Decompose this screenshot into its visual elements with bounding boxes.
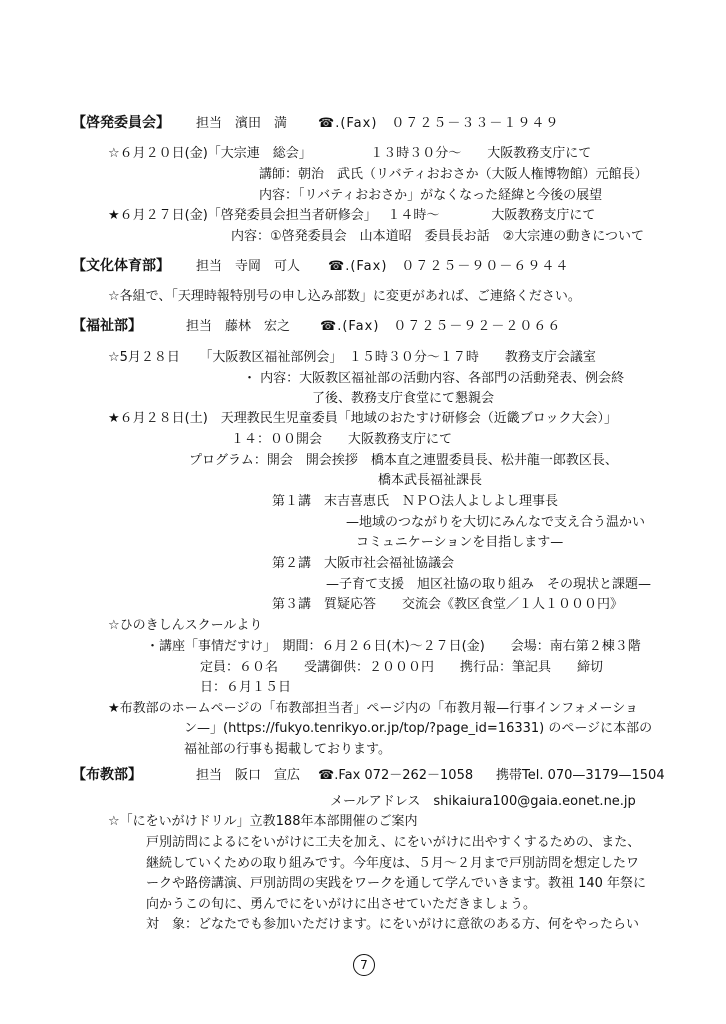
fukyo-line: 対 象：どなたでも参加いただけます。にをいがけに意欲のある方、何をやったらい: [146, 917, 639, 932]
fukushi-line: ・講座「事情だすけ」 期間：６月２６日(木)～２７日(金) 会場：南右第２棟３階: [146, 639, 641, 654]
fukushi-line: 日：６月１５日: [200, 680, 292, 695]
fukushi-line: ★６月２８日(土) 天理教民生児童委員「地域のおたすけ研修会（近畿ブロック大会）」: [108, 411, 618, 426]
fukyo-line: ☆「にをいがけドリル」立教188年本部開催のご案内: [108, 814, 418, 829]
keihatsu-line: ★６月２７日(金)「啓発委員会担当者研修会」 １４時～ 大阪教務支庁にて: [108, 208, 596, 223]
fukushi-line: ン—」(https://fukyo.tenrikyo.or.jp/top/?page_id=16331) のページに本部の: [184, 721, 653, 736]
bunka-line: ☆各組で、「天理時報特別号の申し込み部数」に変更があれば、ご連絡ください。: [108, 289, 581, 304]
fukyo-line: ークや路傍講演、戸別訪問の実践をワークを通して学んでいきます。教祖 140 年祭に: [146, 876, 647, 891]
fukushi-line: ★布教部のホームページの「布教部担当者」ページ内の「布教月報—行事インフォメーショ: [108, 701, 638, 716]
page-number: 7: [353, 954, 375, 976]
fukushi-line: —子育て支援 旭区社協の取り組み その現状と課題—: [326, 577, 652, 592]
fukushi-person: 担当 藤林 宏之: [186, 319, 291, 334]
fukyo-email: メールアドレス shikaiura100@gaia.eonet.ne.jp: [330, 794, 636, 809]
fukushi-line: 第２講 大阪市社会福祉協議会: [272, 556, 455, 571]
fukyo-line: 戸別訪問によるにをいがけに工夫を加え、にをいがけに出やすくするための、また、: [146, 835, 641, 850]
keihatsu-line: ☆６月２０日(金)「大宗連 総会」 １３時３０分～ 大阪教務支庁にて: [108, 146, 592, 161]
keihatsu-person: 担当 濱田 満: [196, 116, 288, 131]
keihatsu-line: 内容：①啓発委員会 山本道昭 委員長お話 ②大宗連の動きについて: [231, 229, 645, 244]
fukushi-phone: ☎.(Fax) ０７２５－９２－２０６６: [320, 319, 562, 334]
fukyo-phone: ☎.Fax 072－262－1058: [318, 768, 474, 783]
fukushi-line: 了後、教務支庁食堂にて懇親会: [312, 391, 495, 406]
fukushi-line: ☆ひのきしんスクールより: [108, 618, 263, 633]
keihatsu-phone: ☎.(Fax) ０７２５－３３－１９４９: [318, 116, 560, 131]
fukyo-person: 担当 阪口 宣広: [196, 768, 301, 783]
fukushi-line: ☆5月２８日 「大阪教区福祉部例会」 １５時３０分～１７時 教務支庁会議室: [108, 350, 596, 365]
fukushi-line: —地域のつながりを大切にみんなで支え合う温かい: [346, 515, 646, 530]
bunka-heading: 【文化体育部】: [72, 258, 170, 274]
keihatsu-line: 講師：朝治 武氏（リバティおおさか（大阪人権博物館）元館長）: [259, 167, 648, 182]
fukushi-line: 福祉部の行事も掲載しております。: [184, 742, 391, 757]
fukyo-mobile: 携帯Tel. 070—3179—1504: [496, 768, 665, 783]
fukushi-line: 第１講 末吉喜恵氏 ＮＰＯ法人よしよし理事長: [272, 494, 559, 509]
fukushi-line: コミュニケーションを目指します—: [356, 535, 564, 550]
bunka-phone: ☎.(Fax) ０７２５－９０－６９４４: [328, 259, 570, 274]
keihatsu-line: 内容：「リバティおおさか」がなくなった経緯と今後の展望: [259, 188, 603, 203]
fukushi-line: １４：００開会 大阪教務支庁にて: [231, 432, 453, 447]
bunka-person: 担当 寺岡 可人: [196, 259, 301, 274]
fukyo-line: 継続していくための取り組みです。今年度は、５月～２月まで戸別訪問を想定したワ: [146, 856, 639, 871]
fukyo-line: 向かうこの旬に、勇んでにをいがけに出させていただきましょう。: [146, 897, 537, 912]
keihatsu-heading: 【啓発委員会】: [72, 115, 170, 131]
fukushi-heading: 【福祉部】: [72, 318, 142, 334]
fukushi-line: 第３講 質疑応答 交流会《教区食堂／１人１０００円》: [272, 597, 624, 612]
fukushi-line: プログラム：開会 開会挨拶 橋本直之連盟委員長、松井龍一郎教区長、: [189, 453, 618, 468]
fukyo-heading: 【布教部】: [72, 767, 142, 783]
fukushi-line: ・ 内容：大阪教区福祉部の活動内容、各部門の活動発表、例会終: [243, 371, 625, 386]
fukushi-line: 橋本武長福祉課長: [378, 473, 483, 488]
fukushi-line: 定員：６０名 受講御供：２０００円 携行品：筆記具 締切: [200, 660, 604, 675]
